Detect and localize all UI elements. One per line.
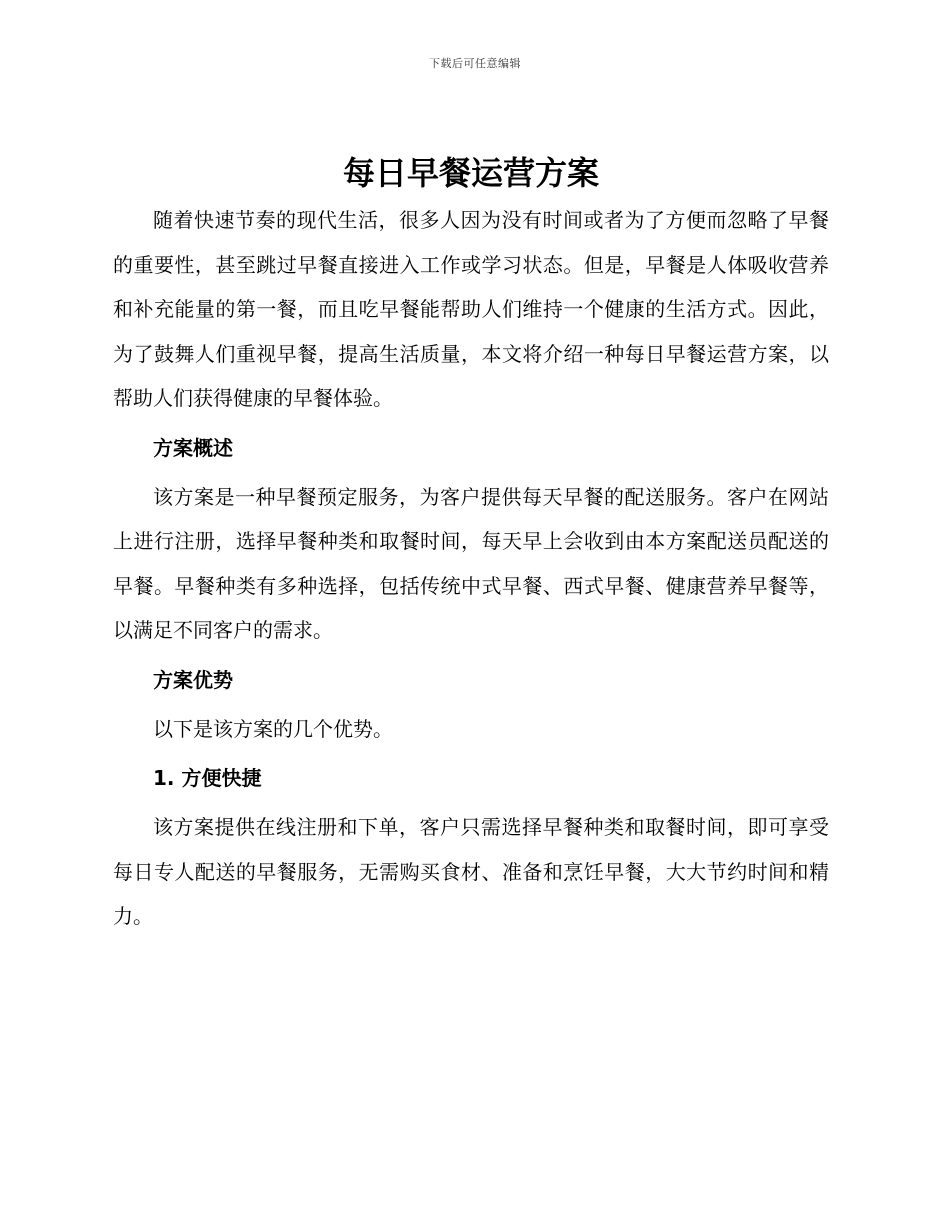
section-heading-convenience: 1. 方便快捷 [153,766,262,790]
advantages-intro-paragraph: 以下是该方案的几个优势。 [153,716,393,741]
section-heading-overview: 方案概述 [153,435,233,460]
intro-paragraph: 随着快速节奏的现代生活，很多人因为没有时间或者为了方便而忽略了早餐的重要性，甚至跳过早餐直接进入工作或学习状态。但是，早餐是人体吸收营养和补充能量的第一餐，而且吃早餐能帮助人们维持一个健康的生活方式。因此，为了鼓舞人们重视早餐，提高生活质量，本文将介绍一种每日早餐运营方案，以帮助人们获得健康的早餐体验。 [113,208,829,410]
convenience-paragraph: 该方案提供在线注册和下单，客户只需选择早餐种类和取餐时间，即可享受每日专人配送的早餐服务，无需购买食材、准备和烹饪早餐，大大节约时间和精力。 [113,815,829,928]
header-note: 下载后可任意编辑 [429,57,521,70]
document-title: 每日早餐运营方案 [342,154,599,192]
document-body [113,150,829,939]
overview-paragraph: 该方案是一种早餐预定服务，为客户提供每天早餐的配送服务。客户在网站上进行注册，选择早餐种类和取餐时间，每天早上会收到由本方案配送员配送的早餐。早餐种类有多种选择，包括传统中式早餐、西式早餐、健康营养早餐等，以满足不同客户的需求。 [113,484,829,642]
section-heading-advantages: 方案优势 [153,667,233,692]
